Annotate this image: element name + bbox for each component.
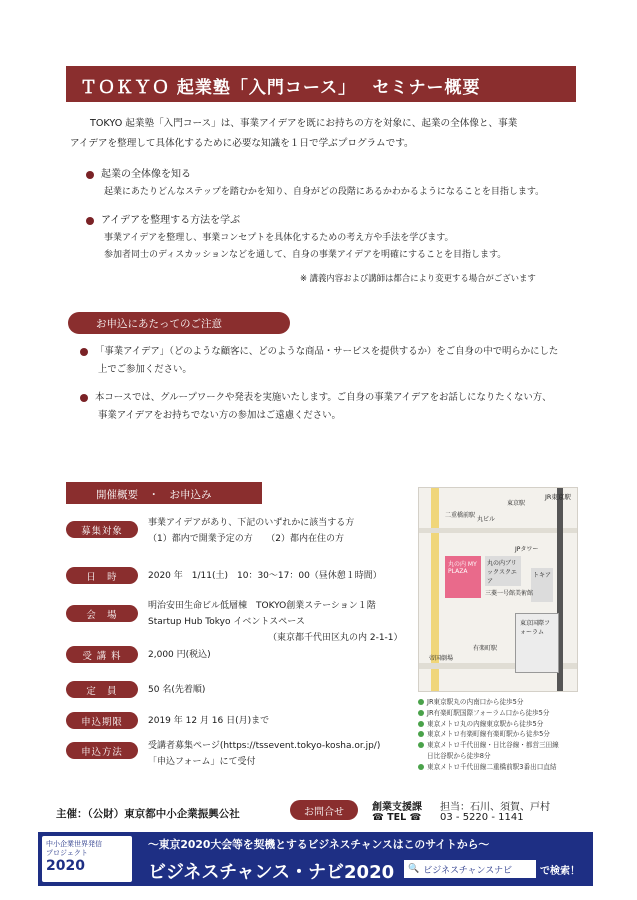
map-label: 東京駅 — [507, 500, 526, 507]
banner-search-cta[interactable]: で検索！ — [540, 866, 580, 877]
access-item: 東京メトロ千代田線・日比谷線・都営三田線 — [427, 741, 559, 750]
row-line: 事業アイデアがあり、下記のいずれかに該当する方 — [148, 518, 355, 528]
caution-line: 本コースでは、グループワークや発表を実施いたします。ご自身の事業アイデアをお話しになりたくない方、 — [95, 392, 552, 403]
contact-persons: 担当：石川、須賀、戸村 — [440, 802, 550, 813]
row-value — [148, 598, 403, 646]
row-value — [148, 738, 380, 770]
access-item: 東京メトロ丸の内線東京駅から徒歩5分 — [427, 719, 544, 728]
access-item: JR有楽町駅国際フォーラム口から徒歩5分 — [427, 708, 550, 717]
logo-line: 中小企業世界発信 — [46, 840, 102, 848]
row-label: 会 場 — [66, 605, 138, 622]
search-term: ビジネスチャンスナビ — [423, 865, 513, 876]
point-1 — [86, 166, 586, 201]
access-map — [418, 487, 578, 692]
intro-line: アイデアを整理して具体化するために必要な知識を１日で学ぶプログラムです。 — [70, 138, 414, 149]
banner-search-box[interactable] — [404, 860, 536, 878]
banner-tagline: ～東京2020大会等を契機とするビジネスチャンスはこのサイトから～ — [148, 838, 490, 851]
organizer: 主催：（公財）東京都中小企業振興公社 — [56, 808, 240, 820]
station-icon — [418, 731, 424, 737]
row-line: 2019 年 12 月 16 日(月)まで — [148, 716, 270, 726]
access-item: JR東京駅丸の内南口から徒歩5分 — [427, 698, 524, 706]
caution-line: 「事業アイデア」（どのような顧客に、どのような商品・サービスを提供するか）をご自身の中で明らかにした — [95, 346, 559, 357]
row-value — [148, 713, 269, 729]
page-title: ＴＯＫＹＯ 起業塾「入門コース」 セミナー概要 — [66, 66, 576, 102]
intro-line: TOKYO 起業塾「入門コース」は、事業アイデアを既にお持ちの方を対象に、起業の全体像と、事業 — [90, 118, 518, 129]
contact-dept: 創業支援課 — [372, 802, 422, 813]
bullet-icon — [86, 171, 94, 179]
project-logo — [42, 836, 132, 882]
overview-title: 開催概要 ・ お申込み — [66, 482, 262, 504]
station-icon — [418, 710, 424, 716]
contact-tel: 03 - 5220 - 1141 — [440, 812, 524, 823]
map-label: 丸の内ブリックスクエア — [485, 556, 521, 586]
access-item: 東京メトロ千代田線二重橋前駅3番出口直結 — [427, 762, 557, 771]
row-line: （1）都内で開業予定の方 （2）都内在住の方 — [148, 534, 344, 544]
point-line: 事業アイデアを整理し、事業コンセプトを具体化するための考え方や手法を学びます。 — [104, 233, 454, 243]
access-item: 日比谷駅から徒歩8分 — [427, 751, 491, 760]
map-label: 三菱一号館美術館 — [485, 590, 534, 597]
bullet-icon — [80, 348, 88, 356]
row-line: Startup Hub Tokyo イベントスペース — [148, 617, 305, 627]
map-label: 丸の内 MY PLAZA — [445, 556, 481, 598]
row-line: 50 名(先着順) — [148, 685, 206, 695]
contact-tel-label: ☎ TEL ☎ — [372, 812, 422, 823]
point-head: アイデアを整理する方法を学ぶ — [101, 215, 241, 226]
caution-1 — [80, 343, 590, 378]
search-icon: 🔍 — [408, 864, 420, 874]
change-note: ※ 講義内容および講師は都合により変更する場合がございます — [300, 273, 536, 283]
row-label: 定 員 — [66, 681, 138, 698]
logo-year: 2020 — [46, 858, 85, 874]
caution-2 — [80, 389, 590, 424]
point-2 — [86, 212, 586, 264]
row-line: 明治安田生命ビル低層棟 TOKYO創業ステーション１階 — [148, 601, 376, 611]
row-line: 「申込フォーム」にて受付 — [148, 757, 256, 767]
map-label: 丸ビル — [477, 516, 496, 523]
contact-label: お問合せ — [290, 800, 358, 820]
banner-title: ビジネスチャンス・ナビ2020 — [148, 862, 395, 883]
point-head: 起業の全体像を知る — [101, 169, 191, 180]
bullet-icon — [80, 394, 88, 402]
station-icon — [418, 764, 424, 770]
row-line: （東京都千代田区丸の内 2-1-1） — [268, 633, 403, 643]
station-icon — [418, 721, 424, 727]
row-line: 受講者募集ページ(https://tssevent.tokyo-kosha.or.jp/) — [148, 741, 381, 751]
map-label: 東京国際フォーラム — [515, 613, 559, 673]
access-list — [418, 697, 588, 773]
caution-line: 事業アイデアをお持ちでない方の参加はご遠慮ください。 — [98, 410, 341, 421]
point-line: 参加者同士のディスカッションなどを通して、自身の事業アイデアを明確にすることを目指します。 — [104, 250, 507, 260]
row-label: 申込方法 — [66, 742, 138, 759]
station-icon — [418, 742, 424, 748]
row-value — [148, 647, 211, 663]
caution-title: お申込にあたってのご注意 — [68, 312, 290, 334]
map-label: JR東京駅 — [545, 493, 571, 501]
logo-line: プロジェクト — [46, 849, 88, 857]
row-value — [148, 515, 354, 547]
map-label: JPタワー — [515, 546, 539, 553]
row-value — [148, 568, 382, 584]
station-icon — [418, 699, 424, 705]
map-label: 二重橋前駅 — [445, 512, 476, 519]
row-label: 申込期限 — [66, 712, 138, 729]
row-line: 2020 年 1/11(土) 10：30～17：00（昼休憩１時間） — [148, 571, 382, 581]
access-item: 東京メトロ有楽町線有楽町駅から徒歩5分 — [427, 730, 550, 739]
row-label: 受 講 料 — [66, 646, 138, 663]
row-line: 2,000 円(税込) — [148, 650, 211, 660]
map-label: 帝国劇場 — [429, 655, 454, 662]
row-value — [148, 682, 205, 698]
row-label: 募集対象 — [66, 521, 138, 538]
point-line: 起業にあたりどんなステップを踏むかを知り、自身がどの段階にあるかわかるようになることを目指します。 — [104, 187, 545, 197]
map-label: トキア — [531, 568, 553, 602]
caution-line: 上でご参加ください。 — [98, 364, 192, 375]
bullet-icon — [86, 217, 94, 225]
intro-text — [70, 114, 570, 154]
map-label: 有楽町駅 — [473, 645, 498, 652]
row-label: 日 時 — [66, 567, 138, 584]
